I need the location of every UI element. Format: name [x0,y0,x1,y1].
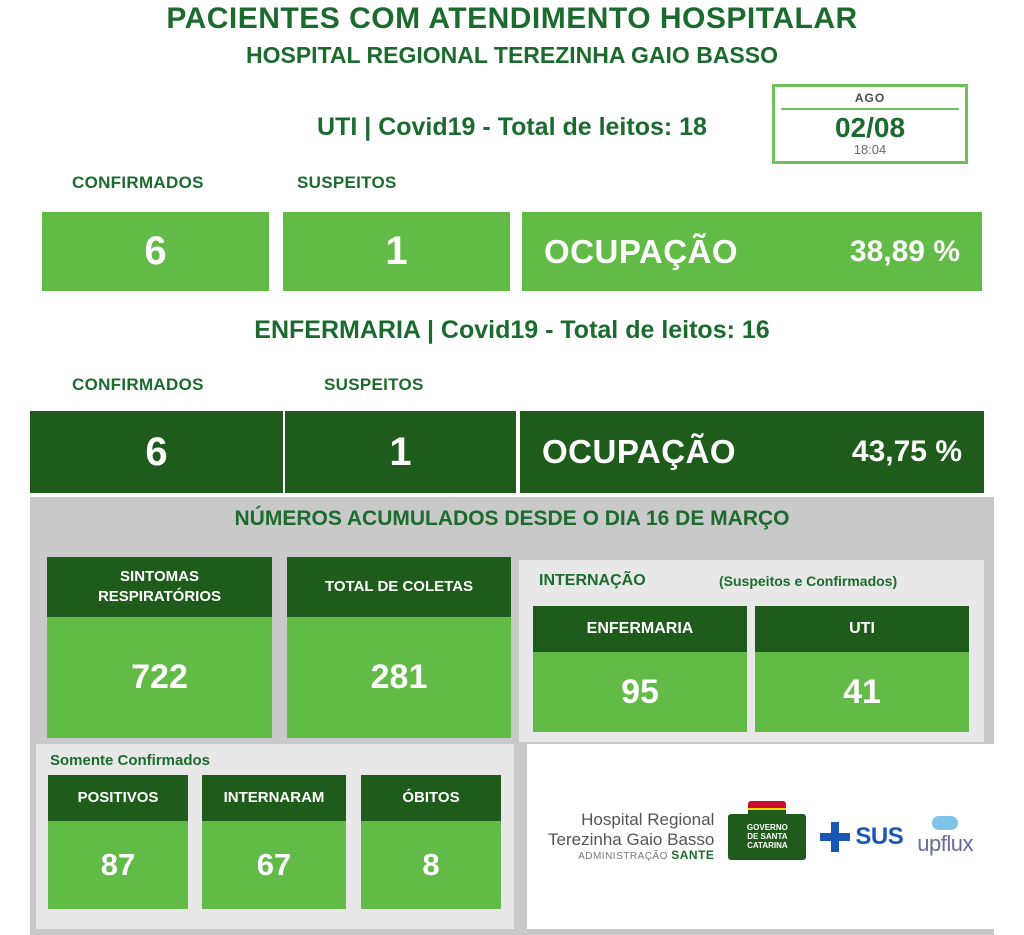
medical-cross-icon [820,822,850,852]
date-day: 02/08 [834,112,906,143]
hospital-logo-line1: Hospital Regional [581,810,715,830]
date-time: 18:04 [853,142,887,157]
accumulated-heading: NÚMEROS ACUMULADOS DESDE O DIA 16 DE MARÇO [234,507,790,530]
hospital-logo [548,810,714,863]
enfermaria-ocupacao-value: 43,75 % [851,435,962,468]
sc-logo-line3: CATARINA [747,841,788,851]
card-total-coletas [287,557,511,738]
card-internaram [202,775,346,909]
sc-logo-line2: DE SANTA [747,831,788,841]
enfermaria-suspeitos-value: 1 [285,411,516,493]
somente-confirmados-label: Somente Confirmados [50,752,211,769]
card-sintomas-respiratorios [47,557,272,738]
card-internacao-enfermaria-value: 95 [533,652,747,732]
uti-ocupacao-box [522,212,982,291]
enfermaria-confirmados-label: CONFIRMADOS [72,375,204,394]
date-month: AGO [854,91,886,105]
card-obitos-label: ÓBITOS [402,788,460,806]
card-coletas-head [287,557,511,617]
card-sintomas-label-1: SINTOMAS [120,567,199,585]
card-sintomas-head [47,557,272,617]
internacao-subtitle: (Suspeitos e Confirmados) [719,573,898,589]
governo-santa-catarina-logo [728,814,806,860]
card-sintomas-label-2: RESPIRATÓRIOS [97,588,222,605]
card-positivos-head [48,775,188,821]
card-sintomas-value: 722 [47,617,272,738]
enfermaria-suspeitos-label: SUSPEITOS [324,375,424,394]
card-obitos [361,775,501,909]
sus-logo [820,822,903,852]
date-divider [781,108,959,110]
internacao-title: INTERNAÇÃO [539,572,646,589]
sc-logo-line1: GOVERNO [746,822,788,832]
card-internacao-enfermaria [533,606,747,732]
enfermaria-section-title: ENFERMARIA | Covid19 - Total de leitos: 16 [254,316,770,344]
card-internacao-uti-label: UTI [849,620,875,638]
uti-confirmados-value: 6 [42,212,269,291]
uti-suspeitos-value: 1 [283,212,510,291]
uti-ocupacao-value: 38,89 % [849,234,960,268]
card-coletas-value: 281 [287,617,511,738]
card-internaram-label: INTERNARAM [223,788,325,806]
card-positivos-label: POSITIVOS [77,788,159,806]
hospital-logo-line3 [548,849,714,863]
enfermaria-ocupacao-box [520,411,984,493]
enfermaria-confirmados-value: 6 [30,411,283,493]
hospital-logo-brand: SANTE [671,848,715,863]
cloud-icon [932,816,958,830]
page-subtitle: HOSPITAL REGIONAL TEREZINHA GAIO BASSO [245,42,779,68]
card-internacao-enfermaria-head [533,606,747,652]
hospital-logo-admin: ADMINISTRAÇÃO [578,851,668,863]
card-obitos-value: 8 [361,821,501,909]
card-internaram-value: 67 [202,821,346,909]
card-internacao-uti-head [755,606,969,652]
uti-suspeitos-label: SUSPEITOS [297,173,397,192]
upflux-logo-text: upflux [917,831,973,856]
card-internaram-head [202,775,346,821]
sus-logo-text: SUS [855,822,904,850]
card-internacao-enfermaria-label: ENFERMARIA [586,620,694,638]
card-positivos [48,775,188,909]
uti-section-title: UTI | Covid19 - Total de leitos: 18 [317,113,707,141]
footer-logos [527,744,994,929]
page-title: PACIENTES COM ATENDIMENTO HOSPITALAR [166,2,858,35]
card-coletas-label: TOTAL DE COLETAS [324,577,474,595]
hospital-logo-line2: Terezinha Gaio Basso [548,829,715,849]
uti-confirmados-label: CONFIRMADOS [72,173,204,192]
uti-ocupacao-label: OCUPAÇÃO [544,232,739,270]
upflux-logo [917,816,973,857]
card-obitos-head [361,775,501,821]
card-internacao-uti-value: 41 [755,652,969,732]
card-internacao-uti [755,606,969,732]
santa-catarina-flag-icon [748,801,786,817]
card-positivos-value: 87 [48,821,188,909]
enfermaria-ocupacao-label: OCUPAÇÃO [542,433,737,470]
